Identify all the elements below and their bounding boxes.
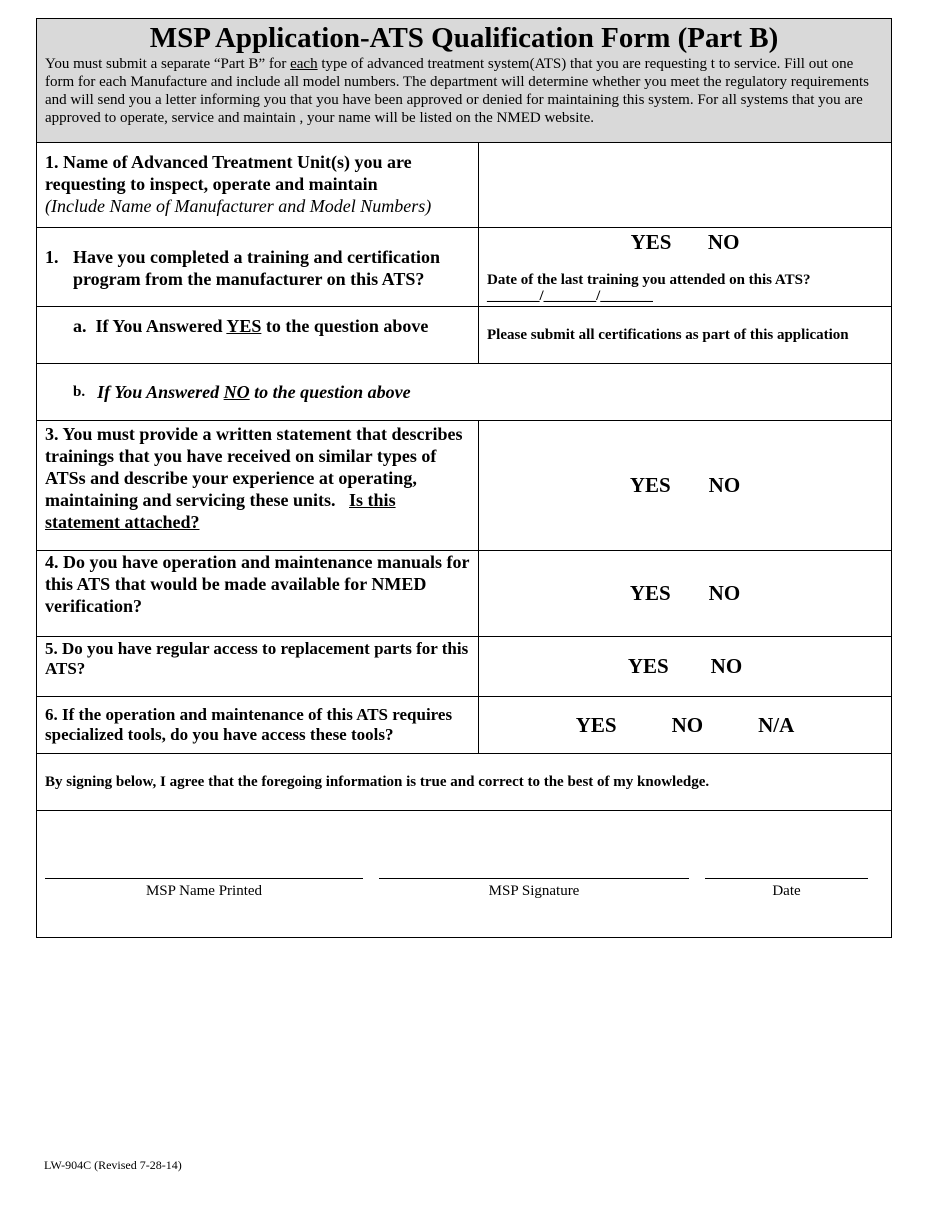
form-number: LW-904C (Revised 7-28-14) — [44, 1158, 182, 1172]
question-5-label: 5. Do you have regular access to replacement parts for this ATS? — [37, 637, 479, 696]
statement-no-option[interactable]: NO — [708, 473, 741, 497]
question-3-row — [37, 421, 891, 551]
training-no-option[interactable]: NO — [707, 230, 740, 254]
parts-yes-option[interactable]: YES — [627, 654, 669, 678]
agreement-text: By signing below, I agree that the foregoing information is true and correct to the best of my knowledge. — [45, 774, 710, 790]
intro-text: You must submit a separate “Part B” for each type of advanced treatment system(ATS) that you are requesting t to service. Fill out one form for each Manufacture and include all model numbers. The department will determine whether you meet the regulatory requirements and will send you a letter informing you that you have been approved or denied for maintaining this system. For all systems that you are approved to operate, service and maintain , your name will be listed on the NMED website. — [45, 56, 870, 126]
question-4-row — [37, 551, 891, 637]
statement-yes-option[interactable]: YES — [629, 473, 671, 497]
question-6-row — [37, 697, 891, 754]
page-title: MSP Application-ATS Qualification Form (Part B) — [149, 22, 779, 54]
question-b-row — [37, 364, 891, 421]
question-1-label: 1. Name of Advanced Treatment Unit(s) you are requesting to inspect, operate and maintain (Include Name of Manufacturer and Model Numbers) — [37, 143, 479, 227]
application-form — [36, 18, 892, 938]
last-training-date-field[interactable]: _______/_______/_______ — [487, 288, 653, 304]
question-2-row — [37, 228, 891, 307]
msp-name-label: MSP Name Printed — [145, 883, 263, 899]
question-a-label: a. If You Answered YES to the question above — [37, 307, 479, 363]
msp-signature-field[interactable] — [379, 878, 689, 900]
signature-row — [37, 811, 891, 937]
msp-signature-label: MSP Signature — [488, 883, 580, 899]
manuals-no-option[interactable]: NO — [708, 581, 741, 605]
agreement-row — [37, 754, 891, 811]
question-5-row — [37, 637, 891, 697]
question-1-row — [37, 143, 891, 228]
tools-yes-option[interactable]: YES — [575, 712, 617, 737]
certifications-note: Please submit all certifications as part of this application — [487, 327, 849, 343]
tools-no-option[interactable]: NO — [671, 712, 704, 737]
question-a-row — [37, 307, 891, 364]
question-b-label: b. If You Answered NO to the question above — [73, 382, 411, 402]
form-header — [37, 19, 891, 143]
date-label: Date — [772, 883, 801, 899]
date-field[interactable] — [705, 878, 868, 900]
msp-name-field[interactable] — [45, 878, 363, 900]
ats-name-field[interactable] — [479, 143, 891, 227]
tools-na-option[interactable]: N/A — [758, 712, 795, 737]
question-3-label: 3. You must provide a written statement that describes trainings that you have received on similar types of ATSs and describe your experience at operating, maintaining and servicing these units. Is this statement attached? — [37, 421, 479, 550]
question-4-label: 4. Do you have operation and maintenance manuals for this ATS that would be made available for NMED verification? — [37, 551, 479, 636]
last-training-question: Date of the last training you attended on this ATS? — [487, 272, 811, 288]
question-2-label: 1. Have you completed a training and certification program from the manufacturer on this ATS? — [37, 228, 479, 306]
manuals-yes-option[interactable]: YES — [629, 581, 671, 605]
training-yes-option[interactable]: YES — [630, 230, 672, 254]
statement-attached-question: Is this statement attached? — [45, 490, 396, 532]
question-2-answer — [479, 228, 891, 306]
question-6-label: 6. If the operation and maintenance of this ATS requires specialized tools, do you have access these tools? — [37, 697, 479, 753]
parts-no-option[interactable]: NO — [710, 654, 743, 678]
question-1-note: (Include Name of Manufacturer and Model Numbers) — [45, 196, 432, 216]
